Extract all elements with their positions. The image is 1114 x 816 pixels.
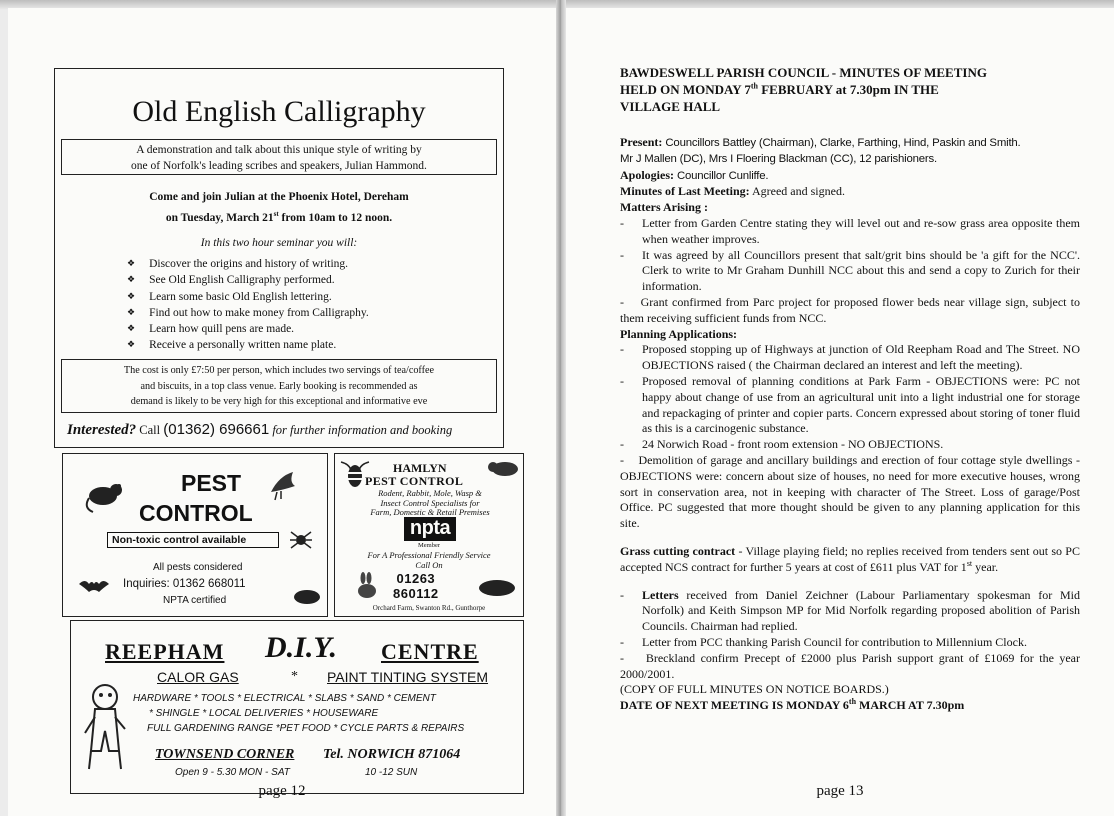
intro-line: A demonstration and talk about this unique style of writing by bbox=[136, 144, 422, 156]
products-line: HARDWARE * TOOLS * ELECTRICAL * SLABS * SAND * CEMENT bbox=[133, 693, 436, 704]
separator-star: * bbox=[291, 669, 298, 684]
booking-line: Interested? Call (01362) 696661 for further information and booking bbox=[67, 421, 453, 438]
hamlyn-advert bbox=[334, 453, 524, 617]
all-pests-text: All pests considered bbox=[153, 562, 243, 573]
bullet-item: ❖ See Old English Calligraphy performed. bbox=[127, 272, 369, 288]
present-line-2: Mr J Mallen (DC), Mrs I Floering Blackman (CC), 12 parishioners. bbox=[620, 152, 937, 165]
townsend-corner: TOWNSEND CORNER bbox=[155, 747, 295, 762]
member-label: Member bbox=[417, 542, 441, 549]
booking-phone: (01362) 696661 bbox=[163, 421, 270, 438]
cost-line: and biscuits, in a top class venue. Early booking is recommended as bbox=[140, 380, 418, 392]
event-date: on Tuesday, March 21st from 10am to 12 noon. bbox=[165, 210, 393, 224]
products-line: FULL GARDENING RANGE *PET FOOD * CYCLE PARTS & REPAIRS bbox=[147, 723, 465, 734]
spacer bbox=[620, 532, 1080, 544]
parish-council-minutes bbox=[620, 64, 1080, 714]
seminar-bullet-list bbox=[127, 256, 369, 354]
npta-certified: NPTA certified bbox=[163, 595, 227, 606]
bullet-item: ❖ Learn some basic Old English lettering. bbox=[127, 289, 369, 305]
breckland-item: - Breckland confirm Precept of £2000 plus Parish support grant of £1069 for the year 2000/2001. bbox=[620, 650, 1081, 681]
handyman-cartoon-icon bbox=[83, 681, 127, 773]
reepham-phone: Tel. NORWICH 871064 bbox=[323, 747, 461, 762]
hamlyn-address: Orchard Farm, Swanton Rd., Gunthorpe bbox=[372, 604, 486, 612]
cost-box bbox=[61, 359, 497, 413]
matters-item: - It was agreed by all Councillors present that salt/grit bins should be 'a gift for the NCC'. Clerk to write to Mr Graham Dunhill NCC about this and send a copy to Zurich for their information. bbox=[620, 248, 1080, 295]
planning-item: - Proposed removal of planning conditions at Park Farm - OBJECTIONS were: PC not happy about change of use from an agricultural unit into a light industrial one for storage and repackaging of printer and copier parts. Concern expressed about storing of toner fluid as this is a carcinogenic substance. bbox=[620, 374, 1080, 437]
planning-item: - 24 Norwich Road - front room extension - NO OBJECTIONS. bbox=[620, 437, 1080, 453]
bullet-item: ❖ Find out how to make money from Calligraphy. bbox=[127, 305, 369, 321]
mole-icon bbox=[291, 586, 323, 606]
paint-tinting: PAINT TINTING SYSTEM bbox=[327, 669, 489, 685]
event-venue: Come and join Julian at the Phoenix Hotel, Dereham bbox=[149, 191, 409, 203]
opening-hours-weekday: Open 9 - 5.30 MON - SAT bbox=[175, 767, 290, 778]
hamlyn-pest-control: PEST CONTROL bbox=[365, 474, 464, 488]
spider-icon bbox=[289, 528, 313, 552]
seminar-subheading: In this two hour seminar you will: bbox=[200, 237, 358, 249]
diy-word: D.I.Y. bbox=[265, 631, 337, 664]
reepham-diy-advert bbox=[70, 620, 524, 794]
calor-gas: CALOR GAS bbox=[157, 669, 239, 685]
bullet-item: ❖ Discover the origins and history of writing. bbox=[127, 256, 369, 272]
rat-icon bbox=[81, 474, 131, 514]
professional-service: For A Professional Friendly Service Call On bbox=[367, 550, 491, 570]
page-13 bbox=[566, 8, 1114, 816]
event-details bbox=[55, 189, 503, 227]
calligraphy-advert bbox=[54, 68, 504, 448]
npta-logo: npta bbox=[404, 517, 456, 541]
spacer bbox=[620, 576, 1080, 588]
page-number: page 13 bbox=[816, 783, 864, 799]
next-meeting: DATE OF NEXT MEETING IS MONDAY 6th MARCH AT 7.30pm bbox=[620, 697, 965, 713]
matters-item: - Letter from Garden Centre stating they will level out and re-sow grass area opposite them when weather improves. bbox=[620, 216, 1080, 248]
products-line: * SHINGLE * LOCAL DELIVERIES * HOUSEWARE bbox=[149, 708, 379, 719]
apologies-line: Apologies: Councillor Cunliffe. bbox=[620, 167, 769, 182]
minutes-heading: BAWDESWELL PARISH COUNCIL - MINUTES OF MEETING HELD ON MONDAY 7th FEBRUARY at 7.30pm IN THE VILLAGE HALL bbox=[620, 65, 987, 114]
non-toxic-banner: Non-toxic control available bbox=[107, 532, 279, 548]
planning-item: - Proposed stopping up of Highways at junction of Old Reepham Road and The Street. NO OBJECTIONS raised ( the Chairman declared an interest and left the meeting). bbox=[620, 342, 1080, 374]
hamlyn-services: Rodent, Rabbit, Mole, Wasp & Insect Control Specialists for Farm, Domestic & Retail Premises bbox=[370, 488, 490, 517]
opening-hours-sunday: 10 -12 SUN bbox=[365, 767, 418, 778]
book-gutter bbox=[556, 0, 566, 816]
planning-label: Planning Applications: bbox=[620, 326, 738, 341]
hamlyn-name: HAMLYN bbox=[393, 461, 447, 475]
mole-icon bbox=[475, 574, 519, 598]
bullet-item: ❖ Learn how quill pens are made. bbox=[127, 321, 369, 337]
page-12 bbox=[8, 8, 556, 816]
last-minutes-line: Minutes of Last Meeting: Agreed and signed. bbox=[620, 184, 845, 199]
calligraphy-title: Old English Calligraphy bbox=[132, 95, 426, 128]
page-number: page 12 bbox=[258, 783, 306, 799]
letters-item: - Letters received from Daniel Zeichner (Labour Parliamentary spokesman for Mid Norfolk) and Keith Simpson MP for Mid Norfolk regarding proposed abolition of Parish Councils. Chairman had replied. bbox=[620, 588, 1080, 635]
intro-line: one of Norfolk's leading scribes and speakers, Julian Hammond. bbox=[131, 160, 427, 172]
grass-cutting-item: Grass cutting contract - Village playing field; no replies received from tenders sent out so PC accepted NCS contract for further 5 years at cost of £611 plus VAT for 1st year. bbox=[620, 543, 1080, 574]
pest-title-line1: PEST bbox=[181, 470, 242, 496]
demolition-item: - Demolition of garage and ancillary buildings and erection of four cottage style dwellings -OBJECTIONS were: concern about size of houses, no need for more executive houses, wrong sort in conservation area, not in keeping with character of The Street. Loss of garage/Post Office. PC suggested that more thought should be given to any planning application for this site. bbox=[620, 452, 1080, 531]
bullet-item: ❖ Receive a personally written name plate. bbox=[127, 337, 369, 353]
centre-word: CENTRE bbox=[381, 639, 479, 664]
present-line: Present: Councillors Battley (Chairman), Clarke, Farthing, Hind, Paskin and Smith. bbox=[620, 135, 1021, 149]
interested-label: Interested? bbox=[67, 422, 137, 438]
bird-icon bbox=[265, 466, 301, 502]
grant-item: - Grant confirmed from Parc project for proposed flower beds near village sign, subject to them receiving sufficient funds from NCC. bbox=[620, 294, 1080, 325]
rabbit-icon bbox=[353, 572, 381, 600]
copy-notice: (COPY OF FULL MINUTES ON NOTICE BOARDS.) bbox=[620, 682, 889, 697]
cost-line: The cost is only £7:50 per person, which includes two servings of tea/coffee bbox=[123, 365, 435, 376]
bat-icon bbox=[77, 576, 111, 596]
pest-control-advert bbox=[62, 453, 328, 617]
pest-title-line2: CONTROL bbox=[139, 500, 253, 526]
calligraphy-intro-box bbox=[61, 139, 497, 175]
rat-icon bbox=[485, 456, 521, 478]
reepham-word: REEPHAM bbox=[105, 639, 225, 664]
pcc-letter-item: - Letter from PCC thanking Parish Council for contribution to Millennium Clock. bbox=[620, 635, 1080, 651]
hamlyn-phone: 01263 860112 bbox=[393, 571, 439, 601]
matters-arising-label: Matters Arising : bbox=[620, 200, 708, 215]
cost-line: demand is likely to be very high for this exceptional and informative eve bbox=[130, 396, 428, 407]
pest-inquiries: Inquiries: 01362 668011 bbox=[123, 578, 246, 590]
